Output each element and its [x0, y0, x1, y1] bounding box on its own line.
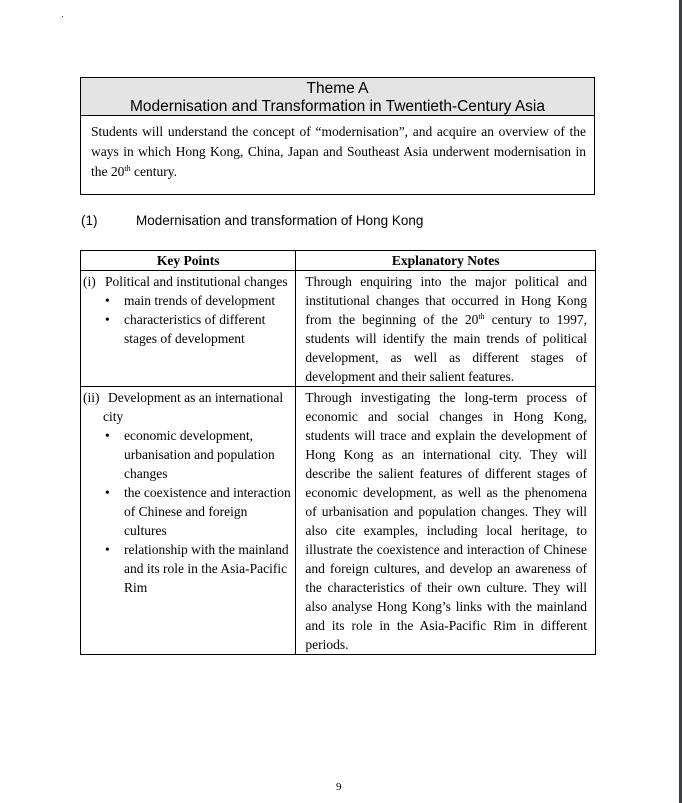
stray-dot-mark	[62, 16, 63, 17]
superscript: th	[124, 164, 131, 173]
key-point-title	[83, 272, 293, 291]
superscript: th	[478, 312, 485, 321]
column-header-explanatory-notes: Explanatory Notes	[296, 251, 596, 271]
theme-description-text-end: century.	[130, 164, 177, 179]
theme-header	[81, 78, 594, 116]
table-header-row	[81, 251, 596, 271]
key-point-number: (i)	[83, 274, 96, 289]
section-heading	[81, 213, 423, 228]
key-point-number: (ii)	[83, 390, 100, 405]
bullet-item	[103, 426, 293, 483]
theme-description	[81, 116, 594, 194]
bullet-text: economic development, urbanisation and population changes	[124, 428, 275, 481]
bullet-text: the coexistence and interaction of Chinese and foreign cultures	[124, 485, 291, 538]
key-point-bullets	[83, 291, 293, 348]
theme-label: Theme A	[306, 80, 369, 97]
theme-title: Modernisation and Transformation in Twentieth-Century Asia	[130, 98, 545, 115]
bullet-icon: •	[105, 542, 110, 557]
explanatory-notes-text	[296, 271, 595, 386]
bullet-text: relationship with the mainland and its role in the Asia-Pacific Rim	[124, 542, 289, 595]
bullet-item	[103, 483, 293, 540]
bullet-icon: •	[105, 428, 110, 443]
bullet-text: main trends of development	[124, 293, 276, 308]
bullet-item	[103, 540, 293, 597]
bullet-text: characteristics of different stages of development	[124, 312, 266, 346]
theme-box	[80, 77, 595, 195]
section-title: Modernisation and transformation of Hong Kong	[136, 213, 424, 228]
key-point-title-text: Development as an international	[108, 390, 284, 405]
key-point-title	[83, 388, 293, 407]
notes-text-end: century to 1997, students will identify the main trends of political development, as well as different stages of development and their salient features.	[305, 312, 588, 384]
bullet-icon: •	[105, 485, 110, 500]
bullet-item	[103, 291, 293, 310]
bullet-icon: •	[105, 312, 110, 327]
explanatory-notes-cell	[296, 271, 596, 387]
bullet-icon: •	[105, 293, 110, 308]
explanatory-notes-text: Through investigating the long-term process of economic and social changes in Hong Kong, students will trace and explain the development of Hong Kong as an international city. They will describe the salient features of different stages of economic development, as well as the phenomena of urbanisation and population changes. They will also cite examples, including local heritage, to illustrate the coexistence and interaction of Chinese and foreign cultures, and develop an awareness of the characteristics of their own culture. They will also analyse Hong Kong’s links with the mainland and its role in the Asia-Pacific Rim in different periods.	[305, 390, 587, 652]
key-point-title-continuation: city	[103, 409, 124, 424]
table-row	[81, 271, 596, 387]
bullet-item	[103, 310, 293, 348]
table-row	[81, 387, 596, 655]
explanatory-notes-cell	[296, 387, 596, 655]
section-number: (1)	[81, 213, 98, 228]
key-point-cell	[81, 387, 296, 655]
page-number: 9	[336, 781, 342, 793]
column-header-key-points: Key Points	[81, 251, 296, 271]
key-point-title-text: Political and institutional changes	[105, 274, 288, 289]
key-points-table	[80, 250, 596, 655]
key-point-cell	[81, 271, 296, 387]
key-point-bullets	[83, 426, 293, 597]
theme-description-text: Students will understand the concept of “modernisation”, and acquire an overview of the ways in which Hong Kong, China, Japan and Southeast Asia underwent modernisation in the 20	[91, 124, 586, 179]
notes-text: Through enquiring into the major political and institutional changes that occurred in Hong Kong from the beginning of the 20	[305, 274, 587, 327]
